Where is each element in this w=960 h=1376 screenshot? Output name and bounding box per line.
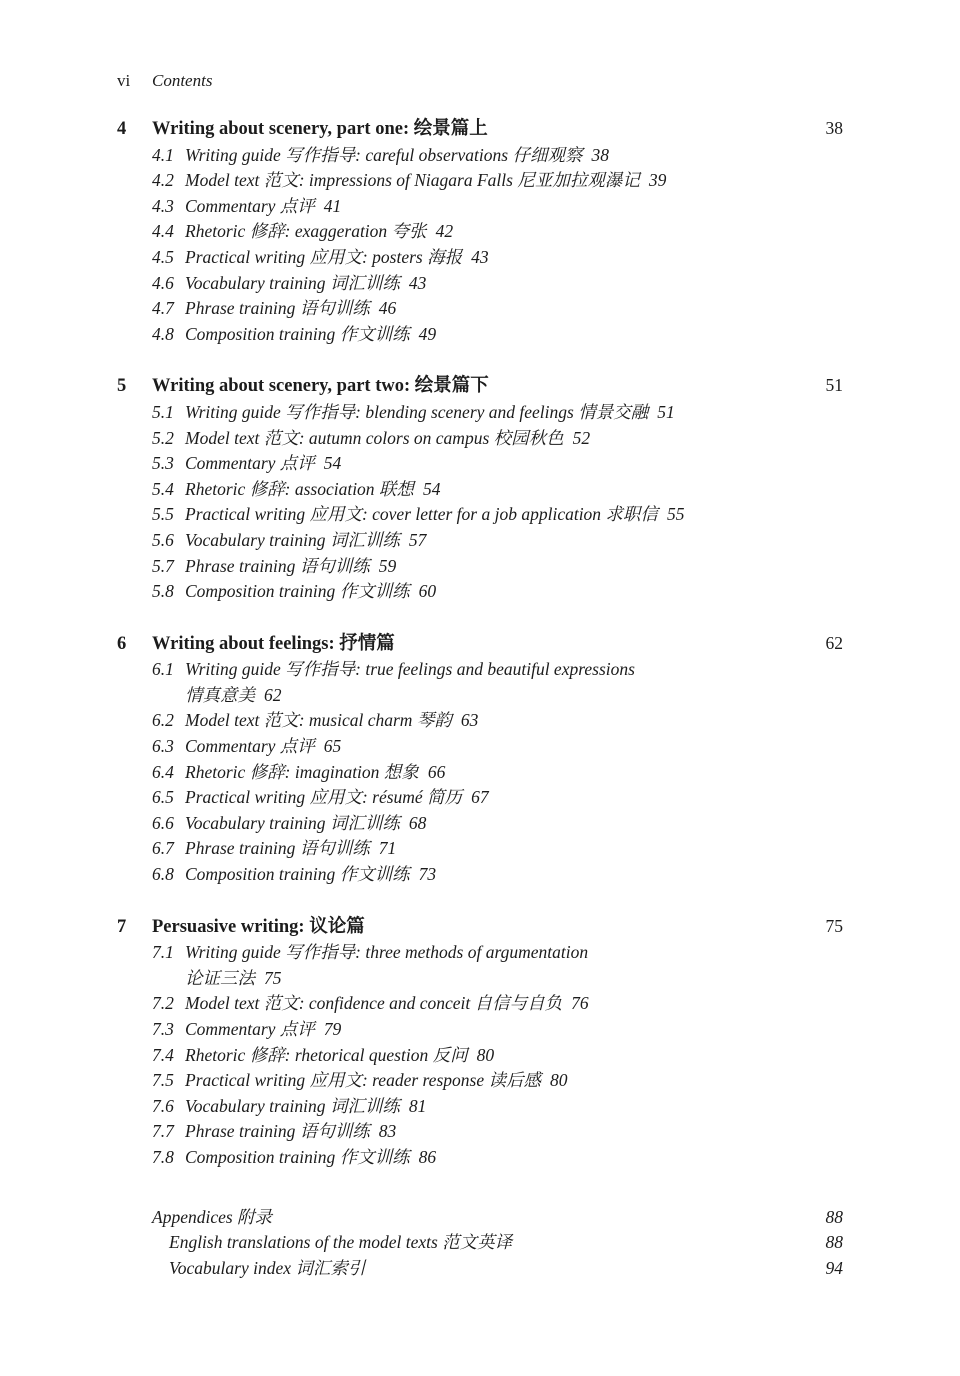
toc-item-number: 5.5 <box>152 504 174 525</box>
toc-item-text: Composition training 作文训练 60 <box>185 581 437 602</box>
toc-item-page-number: 80 <box>476 1044 495 1065</box>
toc-item <box>117 143 843 169</box>
toc-chapter-block <box>117 914 843 1171</box>
toc-item-number: 4.5 <box>152 246 174 267</box>
toc-item <box>117 426 843 452</box>
toc-item-page-number: 86 <box>418 1146 437 1167</box>
backmatter-row <box>117 1230 843 1256</box>
toc-item-number: 7.8 <box>152 1146 174 1167</box>
toc-chapter-block <box>117 116 843 347</box>
toc-item <box>117 528 843 554</box>
toc-item-number: 4.3 <box>152 195 174 216</box>
toc-item-page-number: 51 <box>657 401 675 422</box>
toc-item-text: Commentary 点评 41 <box>185 195 342 216</box>
toc-item-number: 6.4 <box>152 761 174 782</box>
chapter-title: Writing about scenery, part two: 绘景篇下 <box>152 376 489 397</box>
running-head <box>117 71 843 90</box>
toc-item-number: 6.7 <box>152 838 174 859</box>
toc-item-text: Phrase training 语句训练 83 <box>185 1121 397 1142</box>
toc-item <box>117 502 843 528</box>
toc-item-page-number: 79 <box>323 1019 342 1039</box>
toc-item <box>117 1145 843 1171</box>
toc-item-number: 7.5 <box>152 1070 174 1091</box>
toc-item-number: 5.2 <box>152 427 174 448</box>
chapter-page-number: 75 <box>825 915 843 936</box>
toc-item-page-number: 75 <box>264 967 282 988</box>
toc-item-text: Practical writing 应用文: cover letter for a job application 求职信 55 <box>185 504 685 525</box>
toc-item-page-number: 66 <box>427 761 446 782</box>
toc-item <box>117 657 843 708</box>
toc-item-text: Phrase training 语句训练 46 <box>185 298 397 319</box>
toc-item-page-number: 54 <box>422 478 441 499</box>
toc-chapter-heading <box>117 373 843 400</box>
toc-item-page-number: 55 <box>666 504 685 525</box>
backmatter-page-number: 94 <box>825 1257 843 1278</box>
toc-chapter-list <box>117 116 843 1171</box>
chapter-page-number: 51 <box>825 375 843 396</box>
toc-item-text: Phrase training 语句训练 59 <box>185 555 397 576</box>
chapter-number: 5 <box>117 376 127 397</box>
toc-item-text: Vocabulary training 词汇训练 57 <box>185 529 427 550</box>
toc-item-text: Composition training 作文训练 86 <box>185 1146 437 1167</box>
backmatter-page-number: 88 <box>825 1232 843 1253</box>
backmatter-title: Appendices 附录 <box>152 1206 273 1227</box>
toc-item <box>117 1017 843 1043</box>
chapter-page-number: 38 <box>825 118 843 138</box>
chapter-number: 7 <box>117 916 127 937</box>
toc-item-number: 7.1 <box>152 942 174 963</box>
backmatter-row <box>117 1205 843 1231</box>
toc-item <box>117 451 843 477</box>
toc-item <box>117 940 843 991</box>
toc-item-text: Practical writing 应用文: reader response 读后感 80 <box>185 1070 568 1091</box>
chapter-title: Persuasive writing: 议论篇 <box>152 916 365 937</box>
toc-item-text: Commentary 点评 79 <box>185 1019 342 1039</box>
toc-item-page-number: 39 <box>648 170 667 191</box>
toc-item-text: Rhetoric 修辞: rhetorical question 反问 80 <box>185 1044 495 1065</box>
toc-chapter-block <box>117 373 843 604</box>
running-head-title: Contents <box>152 71 213 90</box>
toc-item-number: 4.2 <box>152 170 174 191</box>
toc-item <box>117 271 843 297</box>
toc-chapter-heading <box>117 631 843 658</box>
toc-item-page-number: 57 <box>408 529 427 550</box>
toc-item <box>117 296 843 322</box>
toc-item <box>117 219 843 245</box>
toc-item <box>117 554 843 580</box>
toc-item-text: Rhetoric 修辞: association 联想 54 <box>185 478 441 499</box>
chapter-number: 4 <box>117 119 127 139</box>
toc-item-text: Writing guide 写作指导: careful observations 仔细观察 38 <box>185 144 609 165</box>
toc-item <box>117 168 843 194</box>
toc-item <box>117 1119 843 1145</box>
toc-item-text: Composition training 作文训练 49 <box>185 323 437 344</box>
toc-item <box>117 785 843 811</box>
toc-item <box>117 811 843 837</box>
toc-backmatter <box>117 1205 843 1282</box>
backmatter-title: English translations of the model texts 范文英译 <box>169 1232 513 1253</box>
toc-chapter-heading <box>117 116 843 143</box>
contents-body <box>117 71 843 1281</box>
toc-chapter-heading <box>117 914 843 941</box>
toc-item <box>117 1068 843 1094</box>
toc-item-number: 5.7 <box>152 555 174 576</box>
toc-item <box>117 245 843 271</box>
toc-item <box>117 194 843 220</box>
toc-item-number: 7.2 <box>152 993 174 1014</box>
toc-item-page-number: 42 <box>435 221 454 242</box>
toc-item-page-number: 68 <box>408 812 427 833</box>
toc-item-number: 6.6 <box>152 812 174 833</box>
toc-item-number: 4.6 <box>152 272 174 293</box>
toc-item-number: 6.2 <box>152 710 174 731</box>
toc-item-number: 7.7 <box>152 1121 174 1142</box>
toc-item-page-number: 43 <box>471 246 489 267</box>
toc-item-text: Commentary 点评 54 <box>185 453 342 474</box>
toc-item-number: 6.1 <box>152 659 174 680</box>
page-folio: vi <box>117 71 131 90</box>
toc-item-text: Practical writing 应用文: résumé 简历 67 <box>185 787 489 808</box>
toc-item-page-number: 73 <box>418 864 437 885</box>
toc-item-page-number: 38 <box>591 144 609 165</box>
toc-item-page-number: 60 <box>418 581 437 602</box>
toc-item-text: Model text 范文: impressions of Niagara Falls 尼亚加拉观瀑记 39 <box>185 170 667 191</box>
toc-item-page-number: 49 <box>418 323 437 344</box>
toc-item-text: Writing guide 写作指导: three methods of argumentation 论证三法 75 <box>185 942 589 988</box>
toc-item-number: 5.4 <box>152 478 174 499</box>
toc-item-page-number: 62 <box>264 684 282 705</box>
toc-item-page-number: 43 <box>408 272 427 293</box>
toc-item-text: Rhetoric 修辞: imagination 想象 66 <box>185 761 446 782</box>
toc-item-page-number: 67 <box>471 787 489 808</box>
toc-item-number: 6.3 <box>152 736 174 757</box>
toc-item-text: Practical writing 应用文: posters 海报 43 <box>185 246 489 267</box>
backmatter-page-number: 88 <box>825 1206 843 1227</box>
toc-item <box>117 760 843 786</box>
toc-item-text: Commentary 点评 65 <box>185 736 342 757</box>
toc-item-page-number: 52 <box>572 427 591 448</box>
toc-item-text: Vocabulary training 词汇训练 43 <box>185 272 427 293</box>
toc-item-text: Model text 范文: musical charm 琴韵 63 <box>185 710 479 731</box>
toc-item <box>117 708 843 734</box>
toc-item-text: Model text 范文: autumn colors on campus 校园秋色 52 <box>185 427 591 448</box>
chapter-page-number: 62 <box>825 632 843 653</box>
toc-item-text: Writing guide 写作指导: true feelings and beautiful expressions 情真意美 62 <box>185 659 635 705</box>
chapter-title: Writing about scenery, part one: 绘景篇上 <box>152 119 488 139</box>
toc-item <box>117 400 843 426</box>
toc-item-page-number: 83 <box>378 1121 397 1142</box>
toc-item <box>117 1094 843 1120</box>
toc-item <box>117 991 843 1017</box>
toc-item-number: 7.6 <box>152 1095 174 1116</box>
toc-item-page-number: 76 <box>571 993 589 1014</box>
toc-item-page-number: 59 <box>378 555 397 576</box>
toc-item-page-number: 65 <box>323 736 342 757</box>
toc-item-number: 6.8 <box>152 864 174 885</box>
chapter-title: Writing about feelings: 抒情篇 <box>152 633 395 654</box>
toc-item-number: 4.4 <box>152 221 174 242</box>
toc-item-text: Phrase training 语句训练 71 <box>185 838 397 859</box>
toc-item-page-number: 81 <box>408 1095 427 1116</box>
toc-item-text: Vocabulary training 词汇训练 68 <box>185 812 427 833</box>
toc-item <box>117 1043 843 1069</box>
toc-item <box>117 862 843 888</box>
toc-item <box>117 734 843 760</box>
toc-item-number: 7.4 <box>152 1044 174 1065</box>
toc-item-page-number: 63 <box>460 710 479 731</box>
toc-item <box>117 836 843 862</box>
toc-item-number: 6.5 <box>152 787 174 808</box>
toc-item-text: Vocabulary training 词汇训练 81 <box>185 1095 427 1116</box>
toc-item <box>117 322 843 348</box>
toc-item-number: 5.8 <box>152 581 174 602</box>
toc-item <box>117 579 843 605</box>
toc-item-page-number: 41 <box>323 195 342 216</box>
toc-item-number: 5.6 <box>152 529 174 550</box>
backmatter-row <box>117 1256 843 1282</box>
toc-item-number: 4.7 <box>152 298 174 319</box>
toc-item-page-number: 46 <box>378 298 397 319</box>
toc-chapter-block <box>117 631 843 888</box>
toc-item-number: 4.8 <box>152 323 174 344</box>
toc-item-text: Composition training 作文训练 73 <box>185 864 437 885</box>
toc-item-number: 4.1 <box>152 144 174 165</box>
toc-item-text: Model text 范文: confidence and conceit 自信与自负 76 <box>185 993 589 1014</box>
toc-item <box>117 477 843 503</box>
toc-item-text: Rhetoric 修辞: exaggeration 夸张 42 <box>185 221 454 242</box>
chapter-number: 6 <box>117 633 127 654</box>
toc-item-page-number: 54 <box>323 453 342 474</box>
toc-item-text: Writing guide 写作指导: blending scenery and feelings 情景交融 51 <box>185 401 675 422</box>
toc-item-page-number: 71 <box>378 838 397 859</box>
backmatter-title: Vocabulary index 词汇索引 <box>169 1257 366 1278</box>
toc-item-number: 7.3 <box>152 1019 174 1039</box>
toc-item-page-number: 80 <box>549 1070 568 1091</box>
toc-item-number: 5.3 <box>152 453 174 474</box>
toc-item-number: 5.1 <box>152 401 174 422</box>
